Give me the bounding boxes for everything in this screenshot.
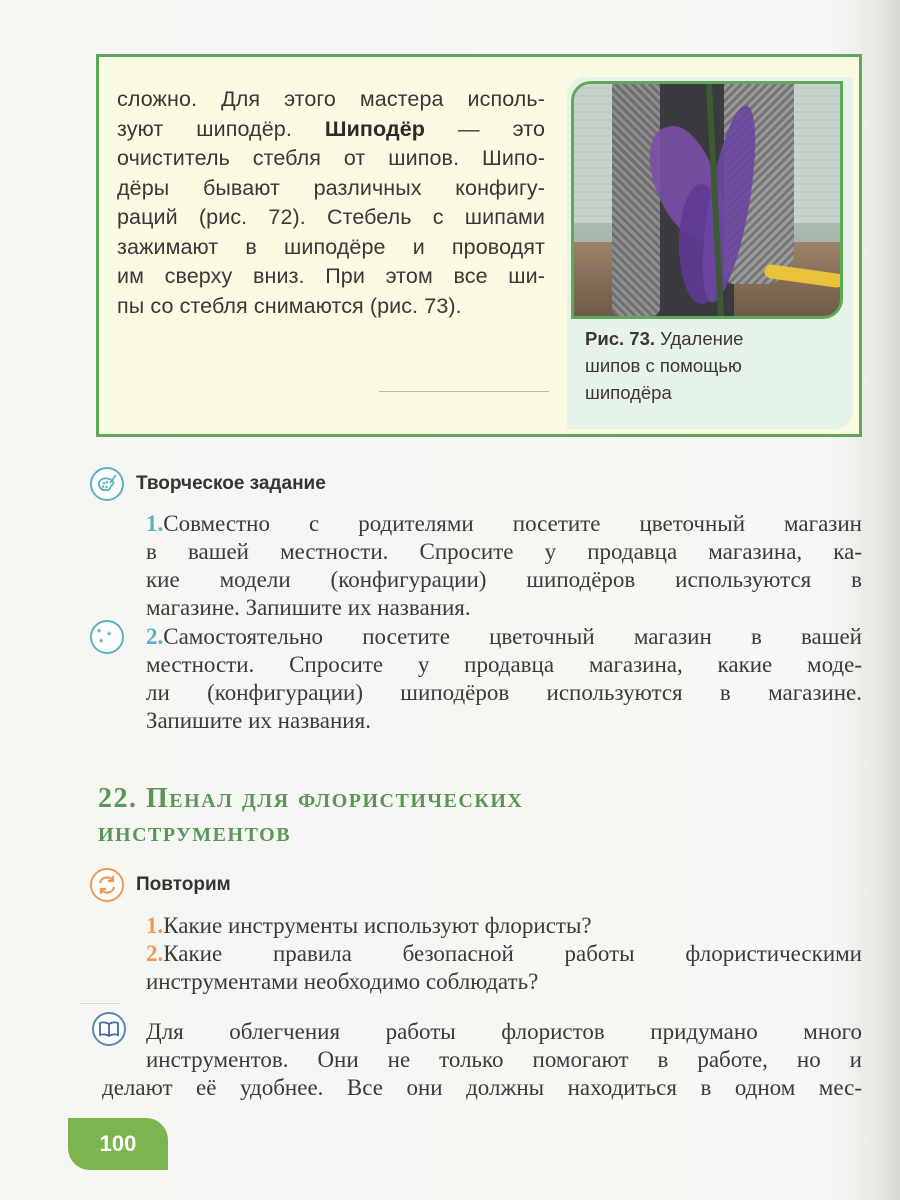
text-line: раций (рис. 72). Стебель с шипами xyxy=(117,205,545,229)
svg-text:*: * xyxy=(107,630,112,642)
page-number: 100 xyxy=(68,1118,168,1170)
text-line: очиститель стебля от шипов. Шипо- xyxy=(117,146,545,170)
svg-text:*: * xyxy=(99,637,104,648)
item-number: 1. xyxy=(146,511,164,536)
divider xyxy=(80,1003,120,1004)
info-box xyxy=(96,54,862,437)
text-line: пы со стебля снимаются (рис. 73). xyxy=(117,293,462,318)
figure-label: Рис. 73. xyxy=(585,328,655,349)
creative-task-title: Творческое задание xyxy=(136,473,326,494)
term-bold: Шиподёр xyxy=(324,116,426,141)
text-line: дёры бывают различных конфигу- xyxy=(117,175,545,200)
palette-icon xyxy=(90,467,124,501)
info-box-text xyxy=(117,85,545,321)
text-line: зуют шиподёр. Шиподёр — это xyxy=(117,116,545,141)
review-header xyxy=(90,868,231,902)
review-title: Повторим xyxy=(136,874,231,895)
divider xyxy=(379,391,549,392)
svg-text:*: * xyxy=(97,627,102,639)
reading-paragraph: Для облегчения работы флористов придумано много инструментов. Они не только помогают в работе, но и xyxy=(146,1019,862,1072)
text-line: сложно. Для этого мастера исполь- xyxy=(117,87,545,111)
asterisks-icon xyxy=(90,620,124,654)
figure-73 xyxy=(567,77,853,429)
creative-task-header xyxy=(90,467,326,501)
text-line: зажимают в шиподёре и проводят xyxy=(117,234,545,259)
book-icon xyxy=(92,1012,126,1046)
creative-task-item-2: 2.Самостоятельно посетите цветочный магазин в вашей местности. Спросите у продавца магазина, какие моде- ли (конфигурации) шиподёров используются в магазине. Запишите их названия. xyxy=(146,624,862,733)
creative-task-item-1: 1.Совместно с родителями посетите цветочный магазин в вашей местности. Спросите у продавца магазина, ка- кие модели (конфигурации) шиподёров используются в магазине. Запишите их названия. xyxy=(146,511,862,620)
figure-photo xyxy=(571,81,843,319)
review-item-2: 2.Какие правила безопасной работы флористическими xyxy=(146,941,862,966)
review-list: 1.Какие инструменты используют флористы? 2.Какие правила безопасной работы флористическими инструментами необходимо соблюдать? xyxy=(146,913,862,994)
text-line: им сверху вниз. При этом все ши- xyxy=(117,264,545,288)
item-number: 2. xyxy=(146,624,164,649)
figure-caption: Рис. 73. Удаление шипов с помощью шиподёра xyxy=(585,328,744,403)
refresh-icon xyxy=(90,868,124,902)
reading-paragraph-cont: делают её удобнее. Все они должны находиться в одном мес- xyxy=(102,1075,862,1100)
review-item-1: 1.Какие инструменты используют флористы? xyxy=(146,913,592,938)
chapter-number: 22. xyxy=(98,783,138,814)
chapter-title: 22. Пенал для флористических инструментов xyxy=(98,783,524,848)
